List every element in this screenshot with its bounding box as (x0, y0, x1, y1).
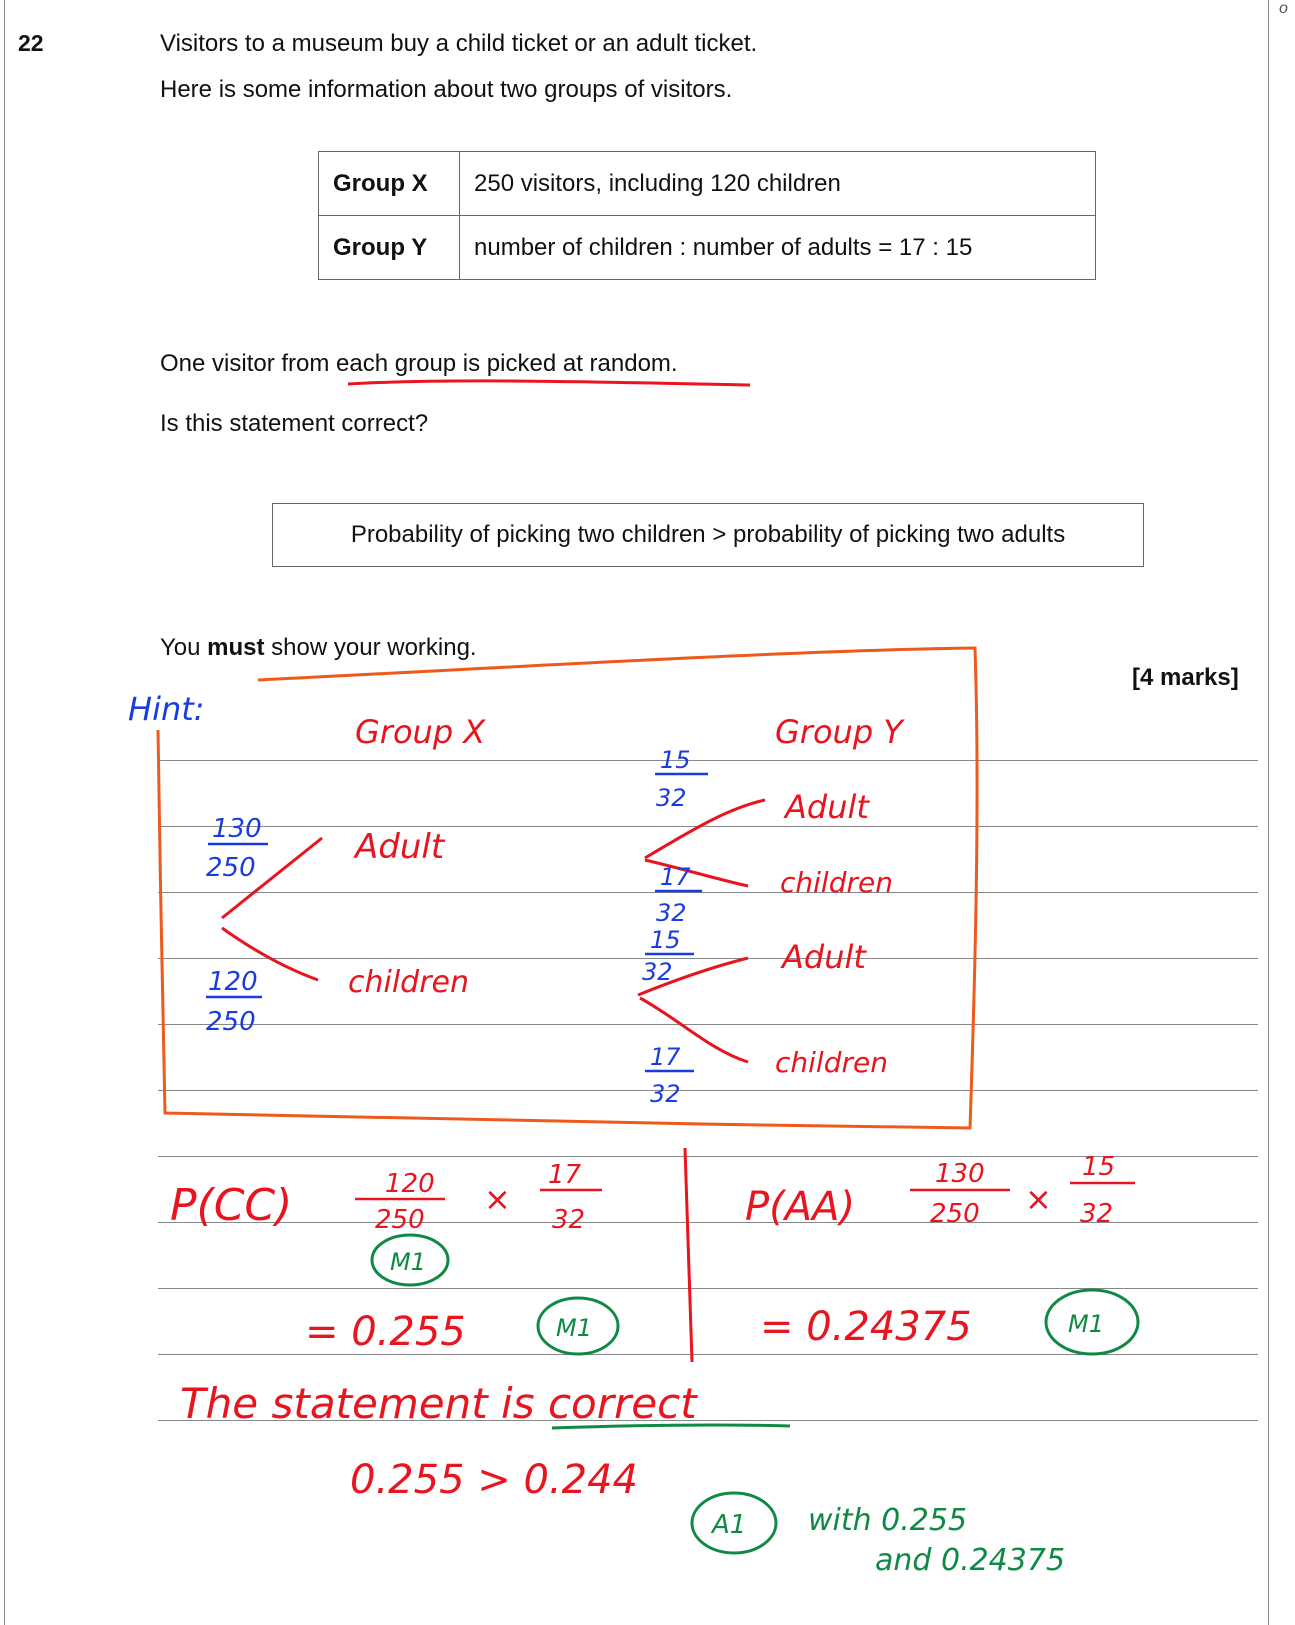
pcc-numerator-1: 120 (385, 1169, 435, 1199)
x-adult-outcome: Adult (355, 827, 445, 867)
y-adult-outcome-2: Adult (782, 938, 866, 976)
group-x-value: 250 visitors, including 120 children (460, 152, 1096, 216)
paa-numerator-1: 130 (935, 1159, 985, 1189)
y4-numerator: 17 (650, 1043, 681, 1071)
y-adult-outcome-1: Adult (785, 788, 869, 826)
pcc-denominator-2: 32 (552, 1205, 586, 1235)
working-divider (685, 1148, 692, 1362)
statement-text: Probability of picking two children > probability of picking two adults (350, 521, 1066, 548)
pcc-label: P(CC) (170, 1180, 293, 1231)
x-child-numerator: 120 (208, 967, 258, 997)
y4-denominator: 32 (650, 1080, 681, 1108)
pick-line: One visitor from each group is picked at random. (160, 350, 678, 377)
m1-mark-1: M1 (390, 1248, 426, 1276)
comparison-text: 0.255 > 0.244 (350, 1457, 638, 1503)
y2-denominator: 32 (656, 899, 687, 927)
conclusion-text: The statement is correct (180, 1379, 697, 1428)
x-adult-numerator: 130 (212, 814, 262, 844)
x-children-outcome: children (348, 965, 470, 1000)
working-suffix: show your working. (264, 634, 477, 661)
ask-line: Is this statement correct? (160, 410, 429, 437)
paa-denominator-2: 32 (1080, 1199, 1114, 1229)
pcc-result: = 0.255 (305, 1309, 466, 1355)
working-bold: must (207, 634, 265, 661)
paa-denominator-1: 250 (930, 1199, 980, 1229)
group-y-heading: Group Y (775, 713, 903, 751)
y3-denominator: 32 (642, 958, 673, 986)
pcc-times: × (484, 1180, 511, 1218)
y3-numerator: 15 (650, 926, 681, 954)
marks-label: [4 marks] (1132, 664, 1239, 691)
y-children-outcome-1: children (780, 866, 893, 899)
paa-numerator-2: 15 (1082, 1152, 1116, 1182)
margin-mark: o (1279, 0, 1288, 17)
m1-mark-3: M1 (1068, 1310, 1104, 1338)
group-y-label: Group Y (319, 216, 460, 280)
y2-numerator: 17 (660, 863, 691, 891)
red-underline (348, 381, 750, 385)
group-y-value: number of children : number of adults = 17 : 15 (460, 216, 1096, 280)
m1-mark-2: M1 (556, 1314, 592, 1342)
a1-note-line-1: with 0.255 (808, 1503, 968, 1538)
a1-mark: A1 (712, 1510, 747, 1540)
question-line-1: Visitors to a museum buy a child ticket or an adult ticket. (160, 30, 758, 57)
paa-times: × (1025, 1180, 1052, 1218)
question-line-2: Here is some information about two groups of visitors. (160, 76, 733, 103)
pcc-numerator-2: 17 (548, 1160, 582, 1190)
group-x-heading: Group X (355, 713, 486, 751)
paa-label: P(AA) (745, 1184, 856, 1230)
pcc-denominator-1: 250 (375, 1205, 425, 1235)
question-number: 22 (18, 30, 44, 56)
y-children-outcome-2: children (775, 1046, 888, 1079)
a1-note-line-2: and 0.24375 (875, 1543, 1066, 1578)
hint-label: Hint: (128, 690, 205, 728)
paa-result: = 0.24375 (760, 1304, 972, 1350)
working-prefix: You (160, 634, 208, 661)
y1-numerator: 15 (660, 746, 691, 774)
group-x-label: Group X (319, 152, 460, 216)
y1-denominator: 32 (656, 784, 687, 812)
x-adult-denominator: 250 (206, 853, 256, 883)
x-child-denominator: 250 (206, 1007, 256, 1037)
